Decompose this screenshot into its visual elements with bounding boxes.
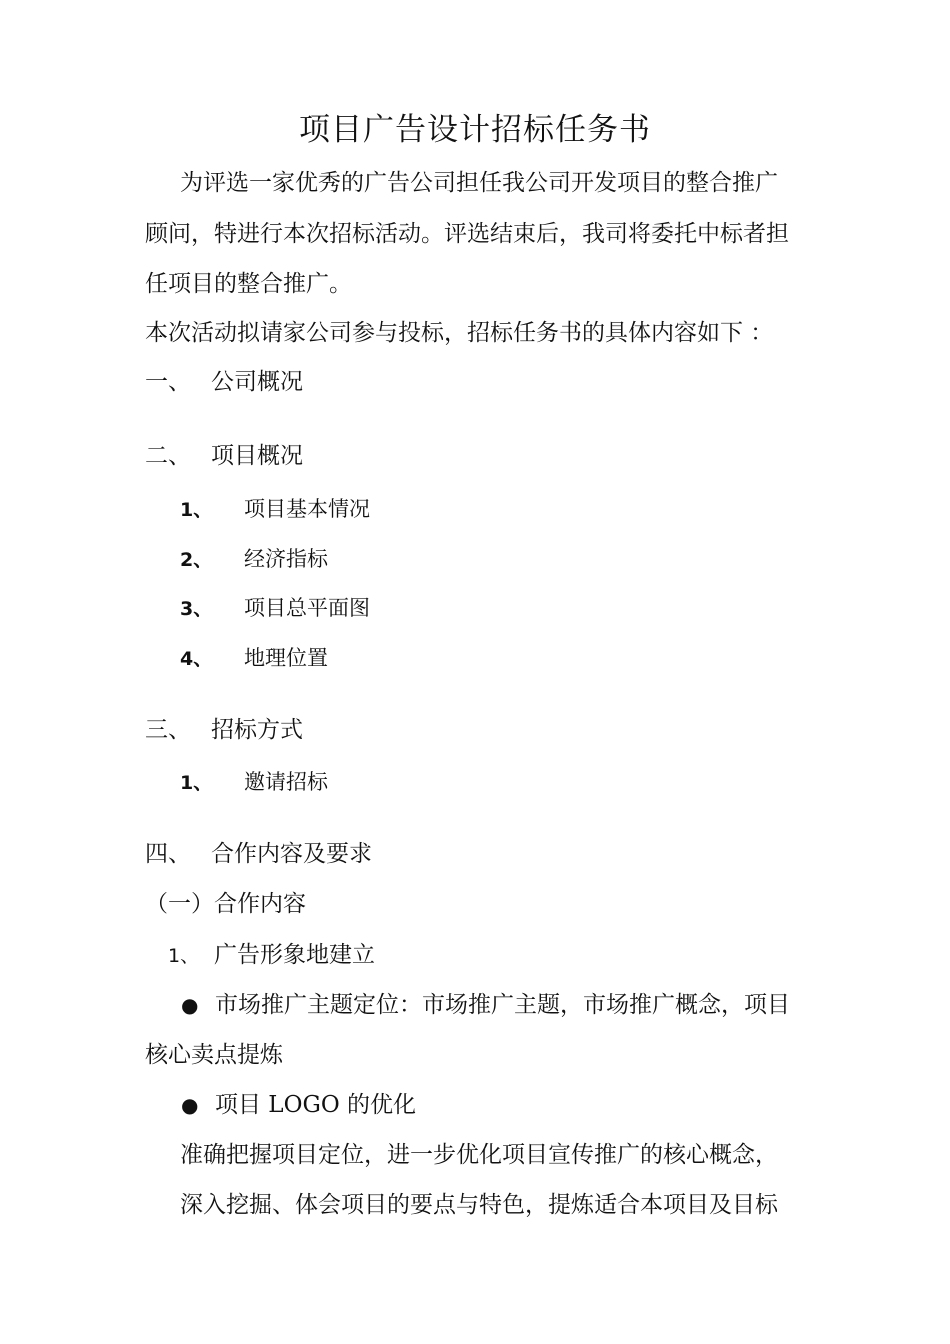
intro-line-1: 为评选一家优秀的广告公司担任我公司开发项目的整合推广 (180, 170, 778, 196)
list-item-text: 地理位置 (244, 646, 328, 670)
section-heading-4 (145, 839, 372, 869)
bullet-item (181, 1090, 416, 1120)
section-title: 公司概况 (211, 369, 303, 395)
list-item (180, 593, 370, 624)
subsection-heading: （一）合作内容 (145, 891, 306, 917)
list-item-text: 项目总平面图 (244, 596, 370, 620)
bullet-continuation: 核心卖点提炼 (145, 1042, 283, 1068)
list-item (180, 494, 370, 525)
section-heading-3 (145, 715, 303, 745)
section-title: 项目概况 (211, 443, 303, 469)
bullet-icon: ● (181, 1093, 199, 1117)
list-item-number: 3、 (180, 598, 213, 620)
list-item-number: 2、 (180, 549, 213, 571)
section-number: 四、 (145, 841, 191, 867)
section-number: 一、 (145, 369, 191, 395)
list-item-text: 邀请招标 (244, 770, 328, 794)
section-number: 二、 (145, 443, 191, 469)
sub-item-heading (168, 940, 375, 971)
list-item-text: 经济指标 (244, 547, 328, 571)
intro-line-3: 任项目的整合推广。 (145, 271, 352, 297)
intro-line-4: 本次活动拟请家公司参与投标，招标任务书的具体内容如下 ： (145, 320, 774, 346)
paragraph-line-2: 深入挖掘、体会项目的要点与特色，提炼适合本项目及目标 (180, 1192, 778, 1218)
list-item (180, 544, 328, 575)
section-title: 招标方式 (211, 717, 303, 743)
list-item-text: 项目基本情况 (244, 497, 370, 521)
list-item-number: 4、 (180, 648, 213, 670)
intro-line-2: 顾问，特进行本次招标活动。评选结束后，我司将委托中标者担 (145, 221, 789, 247)
bullet-text: 项目 LOGO 的优化 (215, 1092, 416, 1118)
document-title: 项目广告设计招标任务书 (299, 112, 651, 148)
list-item-number: 1、 (180, 772, 213, 794)
section-heading-1 (145, 367, 303, 397)
list-item-number: 1、 (180, 499, 213, 521)
list-item (180, 643, 328, 674)
section-heading-2 (145, 441, 303, 471)
paragraph-line-1: 准确把握项目定位，进一步优化项目宣传推广的核心概念， (180, 1142, 778, 1168)
section-number: 三、 (145, 717, 191, 743)
bullet-icon: ● (181, 993, 199, 1017)
list-item (180, 767, 328, 798)
sub-item-number: 1、 (168, 945, 200, 967)
sub-item-text: 广告形象地建立 (214, 942, 375, 968)
bullet-text: 市场推广主题定位：市场推广主题，市场推广概念，项目 (215, 992, 790, 1018)
section-title: 合作内容及要求 (211, 841, 372, 867)
bullet-item (181, 990, 790, 1020)
